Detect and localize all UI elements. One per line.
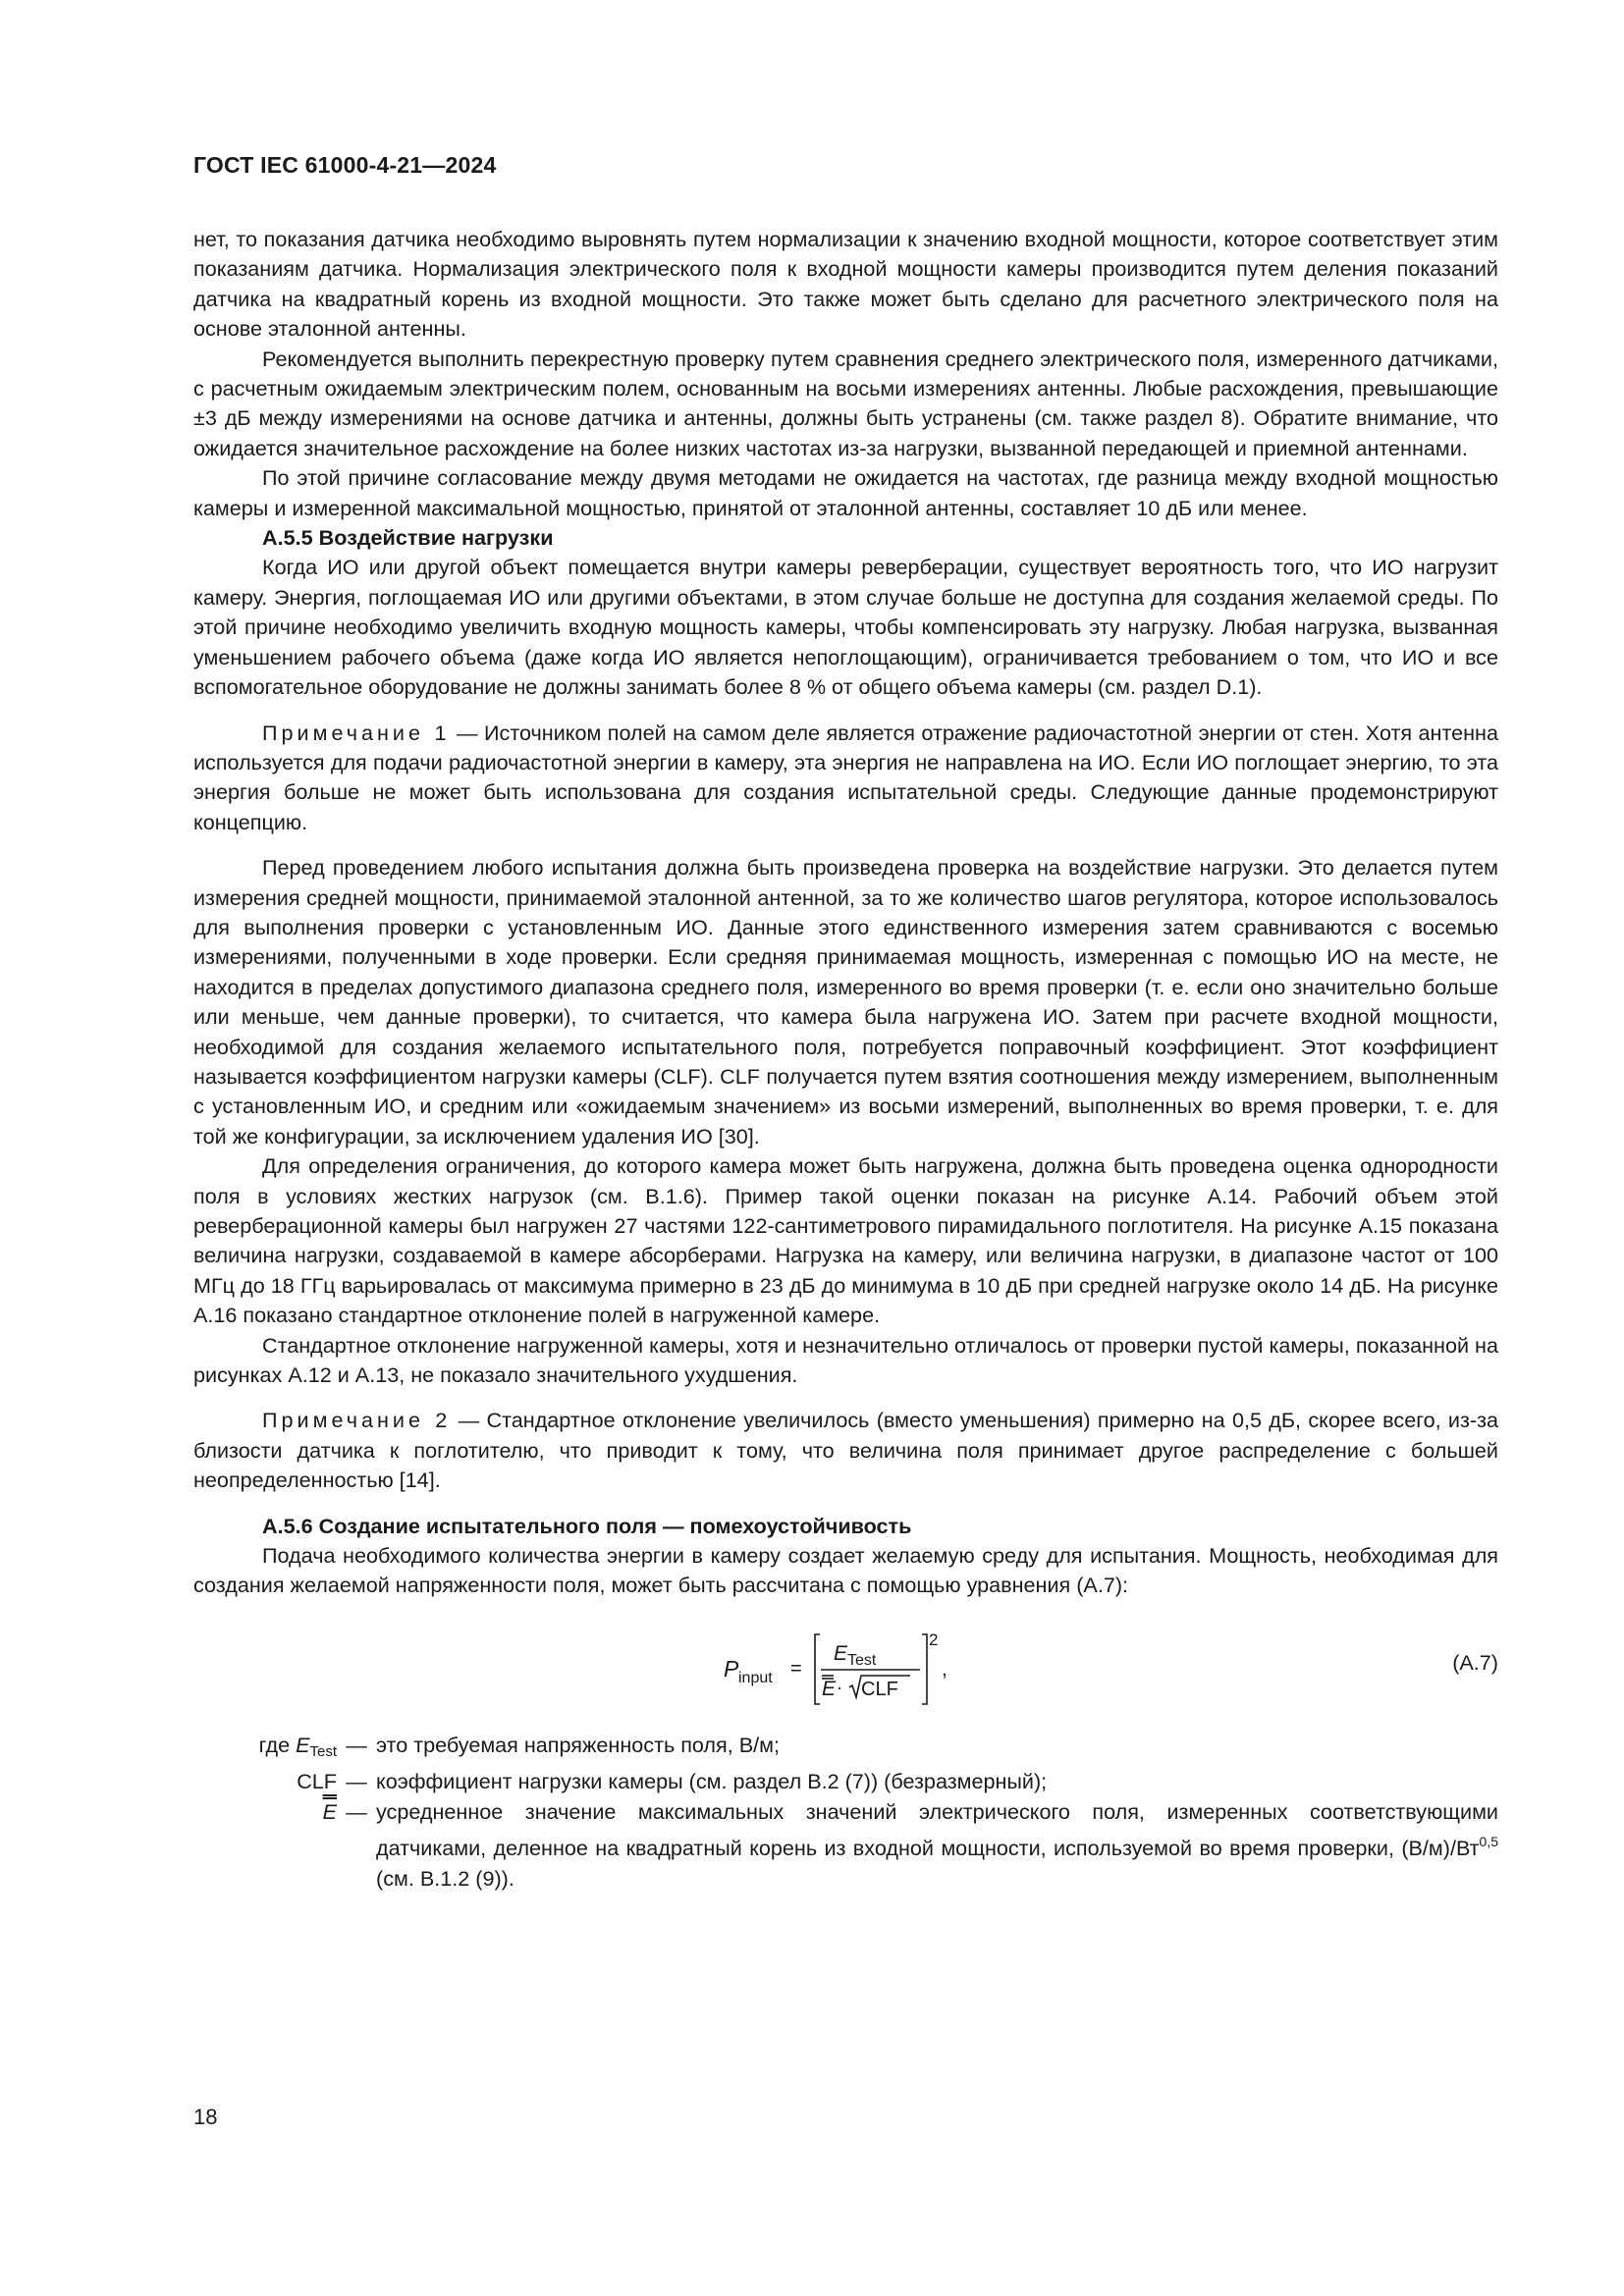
note-1 [193, 719, 1498, 838]
where-definition: коэффициент нагрузки камеры (см. раздел В.2 (7)) (безразмерный); [376, 1769, 1048, 1794]
equation-denominator-dot: · [837, 1677, 842, 1697]
paragraph-4: Когда ИО или другой объект помещается внутри камеры реверберации, существует вероятность того, что ИО нагрузит камеру. Энергия, поглощаемая ИО или другими объектами, в этом случае больше не доступна для создания желаемой среды. По этой причине необходимо увеличить входную мощность камеры, чтобы компенсировать эту нагрузку. Любая нагрузка, вызванная уменьшением рабочего объема (даже когда ИО является непоглощающим), ограничивается требованием о том, что ИО и все вспомогательное оборудование не должны занимать более 8 % от общего объема камеры (см. раздел D.1). [193, 555, 1498, 700]
where-row-clf [193, 1767, 1498, 1796]
where-symbol-e-subscript: Test [309, 1742, 337, 1760]
where-row-etest [193, 1731, 1498, 1767]
equation-numerator-subscript: Test [847, 1651, 877, 1669]
where-list [193, 1731, 1498, 1894]
note-1-label: Примечание 1 [262, 720, 451, 745]
where-dash: — [346, 1798, 367, 1824]
equation-comma: , [942, 1657, 947, 1681]
where-dash: — [346, 1732, 367, 1757]
page-number: 18 [193, 2105, 218, 2129]
equation-denominator-sqrt-argument: CLF [861, 1678, 898, 1700]
where-definition: усредненное значение максимальных значений электрического поля, измеренных соответствующими датчиками, деленное на квадратный корень из входной мощности, используемой во время проверки, (В/м)/Вт$^{0,5}$ (см. В.1.2 (9)). [376, 1798, 1498, 1891]
equation-number: (А.7) [1452, 1649, 1498, 1675]
paragraph-6: Для определения ограничения, до которого камера может быть нагружена, должна быть проведена оценка однородности поля в условиях жестких нагрузок (см. В.1.6). Пример такой оценки показан на рисунке А.14. Рабочий объем этой реверберационной камеры был нагружен 27 частями 122-сантиметрового пирамидального поглотителя. На рисунке А.15 показана величина нагрузки, создаваемой в камере абсорберами. Нагрузка на камеру, или величина нагрузки, в диапазоне частот от 100 МГц до 18 ГГц варьировалась от максимума примерно в 23 дБ до минимума в 10 дБ при средней нагрузке около 14 дБ. На рисунке А.16 показано стандартное отклонение полей в нагруженной камере. [193, 1153, 1498, 1328]
note-2 [193, 1406, 1498, 1495]
equation-a7 [193, 1609, 1498, 1717]
paragraph-1: нет, то показания датчика необходимо выровнять путем нормализации к значению входной мощности, которое соответствует этим показаниям датчика. Нормализация электрического поля к входной мощности камеры производится путем деления показаний датчика на квадратный корень из входной мощности. Это также может быть сделано для расчетного электрического поля на основе эталонной антенны. [193, 227, 1498, 342]
where-symbol-e-double-bar: E [322, 1798, 337, 1824]
paragraph-3: По этой причине согласование между двумя методами не ожидается на частотах, где разница между входной мощностью камеры и измеренной максимальной мощностью, принятой от эталонной антенны, составляет 10 дБ или менее. [193, 465, 1498, 520]
equation-lhs-subscript: input [738, 1669, 773, 1686]
note-1-text: — Источником полей на самом деле является отражение радиочастотной энергии от стен. Хотя антенна используется для подачи радиочастотной энергии в камеру, эта энергия не направлена на ИО. Если ИО поглощает энергию, то эта энергия больше не может быть использована для создания испытательной среды. Следующие данные продемонстрируют концепцию. [193, 720, 1498, 834]
document-body [193, 225, 1498, 1894]
note-2-label: Примечание 2 [262, 1408, 452, 1433]
paragraph-8: Подача необходимого количества энергии в камеру создает желаемую среду для испытания. Мощность, необходимая для создания желаемой напряженности поля, может быть рассчитана с помощью уравнения (А.7): [193, 1543, 1498, 1598]
paragraph-7: Стандартное отклонение нагруженной камеры, хотя и незначительно отличалось от проверки пустой камеры, показанной на рисунках А.12 и А.13, не показало значительного ухудшения. [193, 1332, 1498, 1388]
section-heading-a56: А.5.6 Создание испытательного поля — помехоустойчивость [262, 1513, 912, 1538]
paragraph-5: Перед проведением любого испытания должна быть произведена проверка на воздействие нагрузки. Это делается путем измерения средней мощности, принимаемой эталонной антенной, за то же количество шагов регулятора, которое использовалось для выполнения проверки с установленным ИО. Данные этого единственного измерения затем сравниваются с восемью измерениями, полученными в ходе проверки. Если средняя принимаемая мощность, измеренная с помощью ИО на месте, не находится в пределах допустимого диапазона среднего поля, измеренного во время проверки (т. е. если оно значительно больше или меньше, чем данные проверки), то считается, что камера была нагружена ИО. Затем при расчете входной мощности, необходимой для создания желаемого испытательного поля, потребуется поправочный коэффициент. Этот коэффициент называется коэффициентом нагрузки камеры (CLF). CLF получается путем взятия соотношения между измерением, выполненным с установленным ИО, и средним или «ожидаемым значением» из восьми измерений, выполненных во время проверки, т. е. для той же конфигурации, за исключением удаления ИО [30]. [193, 855, 1498, 1148]
where-definition: это требуемая напряженность поля, В/м; [376, 1732, 780, 1757]
note-2-text: — Стандартное отклонение увеличилось (вместо уменьшения) примерно на 0,5 дБ, скорее всего, из-за близости датчика к поглотителю, что приводит к тому, что величина поля принимает другое распределение с большей неопределенностью [14]. [193, 1408, 1498, 1493]
equation-lhs-symbol: P [724, 1655, 739, 1682]
where-symbol-e: E [296, 1732, 310, 1757]
equation-denominator-symbol: E [822, 1677, 837, 1700]
where-intro: где [258, 1732, 291, 1757]
equation-numerator-symbol: E [834, 1641, 848, 1665]
document-code-header: ГОСТ IEC 61000-4-21—2024 [193, 152, 497, 178]
where-row-ebar [193, 1797, 1498, 1894]
where-definition-superscript: 0,5 [1479, 1834, 1498, 1850]
equation-equals-sign: = [790, 1657, 802, 1680]
equation-left-bracket [815, 1634, 820, 1704]
equation-a7-expression [724, 1630, 979, 1709]
paragraph-2: Рекомендуется выполнить перекрестную проверку путем сравнения среднего электрического поля, измеренного датчиками, с расчетным ожидаемым электрическим полем, основанным на восьми измерениях антенны. Любые расхождения, превышающие ±3 дБ между измерениями на основе датчика и антенны, должны быть устранены (см. также раздел 8). Обратите внимание, что ожидается значительное расхождение на более низких частотах из-за нагрузки, вызванной передающей и приемной антеннами. [193, 346, 1498, 460]
section-heading-a55: А.5.5 Воздействие нагрузки [262, 525, 554, 551]
where-symbol-clf: CLF [297, 1769, 337, 1794]
where-dash: — [346, 1769, 367, 1794]
equation-exponent: 2 [929, 1629, 939, 1649]
equation-right-bracket [922, 1634, 927, 1704]
